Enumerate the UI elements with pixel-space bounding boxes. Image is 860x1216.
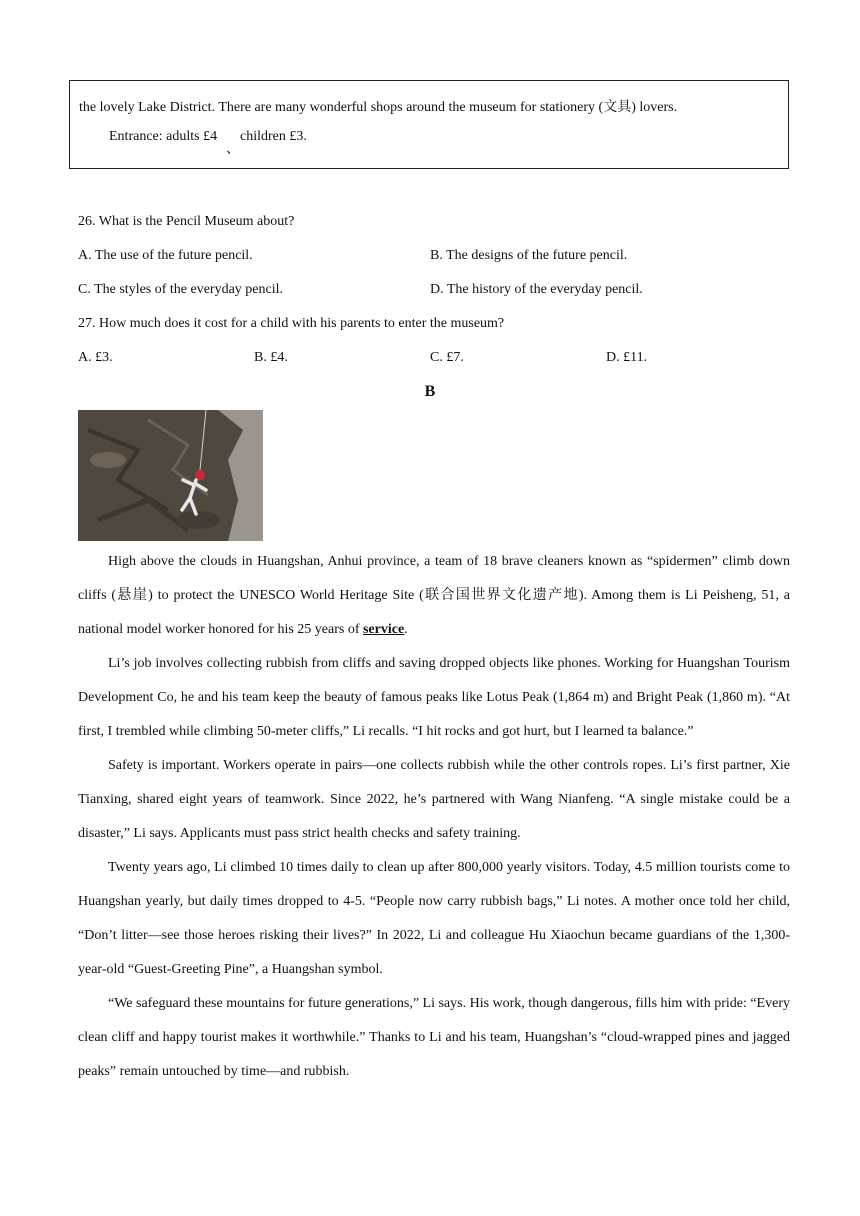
article-body (78, 545, 790, 1089)
question-27-option-b[interactable]: B. £4. (254, 350, 288, 365)
paragraph-1-text: High above the clouds in Huangshan, Anhui province, a team of 18 brave cleaners known as “spidermen” climb down cliffs (悬崖) to protect the UNESCO World Heritage Site (联合国世界文化遗产地). Among them is Li Peisheng, 51, a national model worker honored for his 25 years of (78, 554, 790, 637)
question-26-option-b[interactable]: B. The designs of the future pencil. (430, 248, 628, 263)
cliff-climber-photo (78, 410, 263, 541)
cliff-climber-illustration (78, 410, 263, 541)
entrance-separator: 、 (226, 142, 240, 157)
article-paragraph-5: “We safeguard these mountains for future generations,” Li says. His work, though dangerous, fills him with pride: “Every clean cliff and happy tourist makes it worthwhile.” Thanks to Li and his team, Huangshan’s “cloud-wrapped pines and jagged peaks” remain untouched by time—and rubbish. (78, 996, 790, 1079)
box-line: the lovely Lake District. There are many wonderful shops around the museum for stationery (文具) lovers. (79, 100, 678, 115)
entrance-children: children £3. (240, 129, 307, 144)
article-paragraph-3: Safety is important. Workers operate in pairs—one collects rubbish while the other controls ropes. Li’s first partner, Xie Tianxing, shared eight years of teamwork. Since 2022, he’s partnered with Wang Nianfeng. “A single mistake could be a disaster,” Li says. Applicants must pass strict health checks and safety training. (78, 758, 790, 841)
article-paragraph-1 (78, 545, 790, 647)
article-paragraph-4: Twenty years ago, Li climbed 10 times daily to clean up after 800,000 yearly visitors. Today, 4.5 million tourists come to Huangshan yearly, but daily times dropped to 4-5. “People now carry rubbish bags,” Li notes. A mother once told her child, “Don’t litter—see those heroes risking their lives?” In 2022, Li and colleague Hu Xiaochun became guardians of the 1,300-year-old “Guest-Greeting Pine”, a Huangshan symbol. (78, 860, 790, 977)
question-27-option-a[interactable]: A. £3. (78, 350, 113, 365)
question-27-option-d[interactable]: D. £11. (606, 350, 648, 365)
question-27-option-c[interactable]: C. £7. (430, 350, 464, 365)
article-paragraph-2: Li’s job involves collecting rubbish from cliffs and saving dropped objects like phones. Working for Huangshan Tourism Development Co, he and his team keep the beauty of famous peaks like Lotus Peak (1,864 m) and Bright Peak (1,860 m). “At first, I trembled while climbing 50-meter cliffs,” Li recalls. “I hit rocks and got hurt, but I learned ta balance.” (78, 656, 790, 739)
question-26-stem: 26. What is the Pencil Museum about? (78, 214, 295, 229)
question-27-stem: 27. How much does it cost for a child with his parents to enter the museum? (78, 316, 505, 331)
entrance-adults: Entrance: adults £4 (109, 129, 218, 144)
section-b-heading: B (424, 383, 436, 400)
question-26-option-c[interactable]: C. The styles of the everyday pencil. (78, 282, 284, 297)
museum-info-box (69, 80, 789, 169)
question-26-option-d[interactable]: D. The history of the everyday pencil. (430, 282, 643, 297)
underlined-word-service: service (362, 622, 405, 637)
paragraph-1-end: . (404, 622, 408, 637)
question-26-option-a[interactable]: A. The use of the future pencil. (78, 248, 253, 263)
